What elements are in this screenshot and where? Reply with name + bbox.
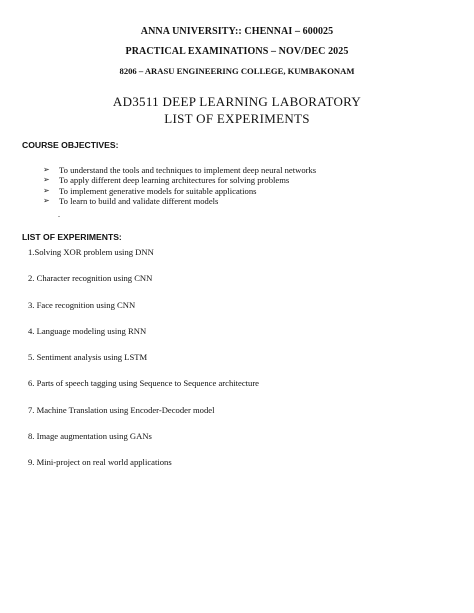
course-title: AD3511 DEEP LEARNING LABORATORY — [112, 94, 362, 109]
objective-text: To apply different deep learning architectures for solving problems — [59, 175, 290, 186]
experiment-item: 8. Image augmentation using GANs — [28, 431, 152, 442]
arrow-bullet-icon: ➢ — [43, 196, 50, 206]
experiment-item: 1.Solving XOR problem using DNN — [28, 247, 154, 257]
exam-header: PRACTICAL EXAMINATIONS – NOV/DEC 2025 — [125, 46, 349, 57]
university-header: ANNA UNIVERSITY:: CHENNAI – 600025 — [140, 26, 334, 37]
objective-text: To implement generative models for suitable applications — [59, 185, 257, 196]
experiments-heading: LIST OF EXPERIMENTS: — [22, 232, 122, 242]
experiment-item: 6. Parts of speech tagging using Sequence to Sequence architecture — [28, 378, 259, 389]
arrow-bullet-icon: ➢ — [43, 175, 50, 185]
experiment-item: 3. Face recognition using CNN — [28, 299, 136, 310]
arrow-bullet-icon: ➢ — [43, 165, 50, 174]
experiment-item: 2. Character recognition using CNN — [28, 273, 153, 284]
arrow-bullet-icon: ➢ — [43, 185, 50, 195]
experiment-item: 7. Machine Translation using Encoder-Decoder model — [28, 404, 215, 415]
experiment-item: 5. Sentiment analysis using LSTM — [28, 352, 148, 363]
objective-text: To learn to build and validate different models — [59, 196, 219, 207]
objective-text: To understand the tools and techniques to implement deep neural networks — [59, 165, 317, 175]
college-header: 8206 – ARASU ENGINEERING COLLEGE, KUMBAKONAM — [119, 66, 355, 76]
experiment-item: 4. Language modeling using RNN — [28, 325, 147, 336]
list-title: LIST OF EXPERIMENTS — [164, 111, 310, 126]
experiment-item: 9. Mini-project on real world applications — [28, 457, 172, 468]
trailing-mark: . — [58, 210, 60, 219]
experiments-list — [28, 246, 259, 483]
objectives-heading: COURSE OBJECTIVES: — [22, 140, 119, 150]
